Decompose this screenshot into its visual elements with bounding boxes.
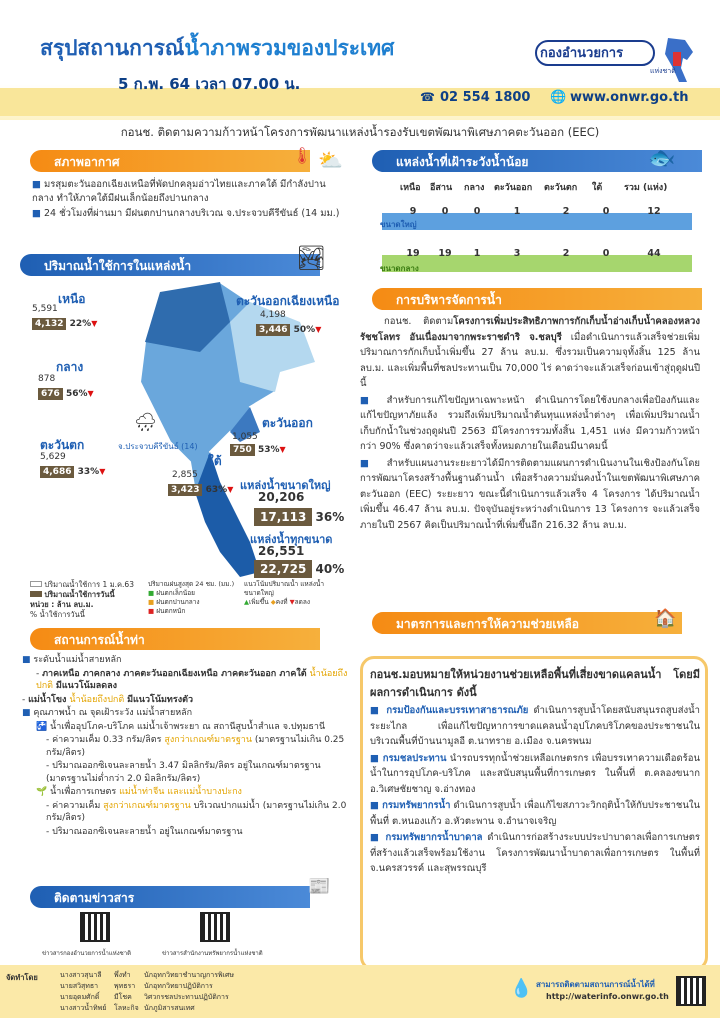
river-l3a: แม่น้ำโขง (28, 694, 67, 705)
watch-cell: 9 (409, 206, 417, 217)
assist-org: กรมทรัพยากรน้ำ (382, 800, 451, 811)
phone-number: 02 554 1800 (440, 90, 531, 105)
assist-heading: มาตรการและการให้ความช่วยเหลือ (372, 612, 682, 634)
rain-cloud-icon: 🌧 (134, 412, 157, 433)
east-total: 1,055 (232, 432, 258, 442)
logo-text: กองอำนวยการ (540, 46, 624, 61)
all-used: 22,725 (254, 560, 312, 578)
qr-code-1[interactable] (80, 912, 110, 942)
down-arrow-icon: ▼ (87, 389, 94, 398)
river-l8a: น้ำเพื่อการเกษตร (50, 787, 117, 797)
watch-columns (400, 180, 684, 194)
qr-label-1: ข่าวสารกองอำนวยการน้ำแห่งชาติ (42, 950, 132, 957)
west-used: 4,686 (40, 466, 74, 478)
down-arrow-icon: ▼ (279, 445, 286, 454)
legend-item: ปริมาณฝนสูงสุด 24 ชม. (มม.) (148, 580, 235, 588)
river-l10: ปริมาณออกซิเจนละลายน้ำ อยู่ในเกณฑ์มาตรฐาน (52, 826, 243, 837)
staff-name: นายสวิสุทธา (60, 982, 99, 990)
watch-cell: 0 (473, 206, 481, 217)
weather-p2: 24 ชั่วโมงที่ผ่านมา มีฝนตกปานกลางบริเวณ จ.ประจวบคีรีขันธ์ (14 มม.) (44, 208, 340, 219)
manage-p1b: โครงการเพิ่มประสิทธิภาพการกักเก็บน้ำอ่างเก็บน้ำคลองหลวง รัชชโลทร อันเนื่องมาจากพระราชดำริ จ.ชลบุรี (360, 316, 700, 343)
river-l2c: มีแนวโน้มลดลง (55, 681, 118, 691)
all-total: 26,551 (258, 544, 305, 558)
legend-item: คงที่ (275, 598, 288, 606)
assist-org: กรมป้องกันและบรรเทาสาธารณภัย (386, 705, 529, 716)
central-pct: 56% (65, 389, 88, 399)
watch-col: ตะวันตก (544, 183, 578, 193)
river-l9c: บริเวณปากแม่น้ำ (มาตรฐานไม่เกิน 2.0 กรัม/ลิตร) (46, 800, 347, 823)
north-pct: 22% (69, 319, 92, 329)
region-north: เหนือ (58, 292, 86, 306)
region-south: ใต้ (208, 454, 222, 468)
reservoir-heading: ปริมาณน้ำใช้การในแหล่งน้ำ (20, 254, 320, 276)
title-part-a: สรุปสถานการณ์ (40, 36, 185, 60)
staff-role: วิศวกรชลประทานปฏิบัติการ (144, 993, 229, 1001)
large-source-label: แหล่งน้ำขนาดใหญ่ (240, 479, 331, 492)
down-arrow-icon: ▼ (91, 319, 98, 328)
qr-code-2[interactable] (200, 912, 230, 942)
manage-p1a: กอนช. ติดตาม (384, 316, 454, 327)
footer-by: จัดทำโดย (6, 973, 38, 982)
manage-heading: การบริหารจัดการน้ำ (372, 288, 702, 310)
intro-line: กอนช. ติดตามความก้าวหน้าโครงการพัฒนาแหล่งน้ำรองรับเขตพัฒนาพิเศษภาคตะวันออก (EEC) (120, 125, 600, 139)
legend-left (30, 580, 134, 620)
staff-surname: มีโชค (114, 993, 132, 1001)
staff-surname: พึ่งทำ (114, 971, 131, 979)
region-central: กลาง (56, 360, 84, 374)
watch-cell: 0 (602, 206, 610, 217)
page-title (40, 32, 394, 65)
staff-role: นักอุทกวิทยาชำนาญการพิเศษ (144, 971, 235, 979)
help-icon: 🏠 (654, 608, 677, 629)
staff-name: นายอุดมศักดิ์ (60, 993, 100, 1001)
legend-item: แนวโน้มปริมาณน้ำ แหล่งน้ำขนาดใหญ่ (244, 580, 324, 597)
watch-cell: 2 (562, 248, 570, 259)
watch-cell: 2 (562, 206, 570, 217)
river-l8b: แม่น้ำท่าจีน และแม่น้ำบางปะกง (119, 787, 242, 797)
river-text: ■ ระดับน้ำแม่น้ำสายหลัก - ภาคเหนือ ภาคกลาง ภาคตะวันออกเฉียงเหนือ ภาคตะวันออก ภาคใต้ น้ำน้อยถึงปกติ มีแนวโน้มลดลง - แม่น้ำโขง น้ำน้อยถึงปกติ มีแนวโน้มทรงตัว ■ คุณภาพน้ำ ณ จุดเฝ้าระวัง แม่น้ำสายหลัก 🚰 น้ำเพื่ออุปโภค-บริโภค แม่น้ำเจ้าพระยา ณ สถานีสูบน้ำสำแล จ.ปทุมธานี - ค่าความเค็ม 0.33 กรัม/ลิตร สูงกว่าเกณฑ์มาตรฐาน (มาตรฐานไม่เกิน 0.25 กรัม/ลิตร) - ปริมาณออกซิเจนละลายน้ำ 3.47 มิลลิกรัม/ลิตร อยู่ในเกณฑ์มาตรฐาน (มาตรฐานไม่ต่ำกว่า 2.0 มิลลิกรัม/ลิตร) 🌱 น้ำเพื่อการเกษตร แม่น้ำท่าจีน และแม่น้ำบางปะกง - ค่าความเค็ม สูงกว่าเกณฑ์มาตรฐาน บริเวณปากแม่น้ำ (มาตรฐานไม่เกิน 2.0 กรัม/ลิตร) - ปริมาณออกซิเจนละลายน้ำ อยู่ในเกณฑ์มาตรฐาน (22, 655, 348, 837)
plant-icon: 🌱 (36, 787, 48, 797)
river-l7: ปริมาณออกซิเจนละลายน้ำ 3.47 มิลลิกรัม/ลิตร อยู่ในเกณฑ์มาตรฐาน (มาตรฐานไม่ต่ำกว่า 2.0 มิลลิกรัม/ลิตร) (46, 761, 321, 784)
river-l5: น้ำเพื่ออุปโภค-บริโภค แม่น้ำเจ้าพระยา ณ สถานีสูบน้ำสำแล จ.ปทุมธานี (50, 721, 326, 732)
region-east: ตะวันออก (262, 416, 313, 430)
legend-rain: ปริมาณฝนสูงสุด 24 ชม. (มม.) ■ ฝนตกเล็กน้อย ■ ฝนตกปานกลาง ■ ฝนตกหนัก (148, 580, 235, 615)
northeast-pct: 50% (293, 325, 316, 335)
assist-item-text: นำรถบรรทุกน้ำช่วยเหลือเกษตรกร เพื่อบรรเทาความเดือดร้อนน้ำในการอุปโภค-บริโภค และสนับสนุนพื้นที่การเกษตร ในพื้นที่ ต.คลองขนาก อ.วิเศษชัยชาญ จ.อ่างทอง (370, 752, 700, 795)
weather-heading: สภาพอากาศ (30, 150, 310, 172)
fish-icon: 🐟 (648, 146, 676, 171)
assist-item-text: ดำเนินการก่อสร้างระบบประปาบาดาลเพื่อการเกษตรที่สร้างแล้วเสร็จพร้อมใช้งาน โครงการพัฒนาน้ำบาดาลเพื่อการเกษตร ในพื้นที่ จ.นครสวรรค์ และสุพรรณบุรี (370, 832, 700, 874)
mountain-lake-icon: 🏞 (296, 244, 327, 272)
water-drop-icon: 💧 (510, 978, 533, 999)
legend-item: ลดลง (294, 598, 311, 606)
watch-col: ตะวันออก (494, 183, 533, 193)
all-source-label: แหล่งน้ำทุกขนาด (250, 533, 333, 546)
manage-text: กอนช. ติดตามโครงการเพิ่มประสิทธิภาพการกักเก็บน้ำอ่างเก็บน้ำคลองหลวง รัชชโลทร อันเนื่องมาจากพระราชดำริ จ.ชลบุรี เมื่อดำเนินการแล้วเสร็จช่วยเพิ่มปริมาณการกักเก็บน้ำเพิ่มขึ้น 27 ล้าน ลบ.ม. ซึ่งรวมเป็นความจุทั้งสิ้น 125 ล้าน ลบ.ม. และเพิ่มพื้นที่ชลประทานเป็น 70,000 ไร่ คาดว่าจะแล้วเสร็จก่อนเข้าสู่ฤดูฝนปีนี้ ■ สำหรับการแก้ไขปัญหาเฉพาะหน้า ดำเนินการโดยใช้งบกลางเพื่อป้องกันและแก้ไขปัญหาภัยแล้ง รวมถึงเพิ่มปริมาณน้ำต้นทุนแหล่งน้ำต่างๆ เพื่อเพิ่มปริมาณน้ำเก็บกักน้ำในช่วงฤดูฝนปี 2563 มีโครงการรวมทั้งสิ้น 1,451 แห่ง มีความก้าวหน้ากว่า 90% ซึ่งคาดว่าจะแล้วเสร็จทั้งหมดภายในเดือนมีนาคมนี้ ■ สำหรับแผนงานระยะยาวได้มีการติดตามแผนการดำเนินงานในเชิงป้องกันโดยการพัฒนาโครงสร้างพื้นฐานด้านน้ำ เพื่อสร้างความมั่นคงน้ำในเขตพัฒนาพิเศษภาคตะวันออก (EEC) ระยะยาว ขณะนี้ดำเนินการแล้วเสร็จ 4 โครงการ ได้ปริมาณน้ำเพิ่มขึ้น 46.47 ล้าน ลบ.ม. ปัจจุบันอยู่ระหว่างดำเนินการ 13 โครงการ จะแล้วเสร็จภายในปี 2567 คิดเป็นปริมาณน้ำที่เพิ่มขึ้นอีก 216.32 ล้าน ลบ.ม. (360, 316, 700, 531)
phone-icon: ☎ (420, 90, 435, 104)
down-arrow-icon: ▼ (315, 325, 322, 334)
river-l1: ระดับน้ำแม่น้ำสายหลัก (33, 655, 122, 665)
river-l2a: ภาคเหนือ ภาคกลาง ภาคตะวันออกเฉียงเหนือ ภาคตะวันออก ภาคใต้ (42, 668, 307, 679)
watch-cell: 0 (602, 248, 610, 259)
manage-p2: สำหรับการแก้ไขปัญหาเฉพาะหน้า ดำเนินการโดยใช้งบกลางเพื่อป้องกันและแก้ไขปัญหาภัยแล้ง รวมถึงเพิ่มปริมาณน้ำต้นทุนแหล่งน้ำต่างๆ เพื่อเพิ่มปริมาณน้ำเก็บกักน้ำในช่วงฤดูฝนปี 2563 มีโครงการรวมทั้งสิ้น 1,451 แห่ง มีความก้าวหน้ากว่า 90% ซึ่งคาดว่าจะแล้วเสร็จทั้งหมดภายในเดือนมีนาคมนี้ (360, 394, 700, 452)
watch-cell: 0 (441, 206, 449, 217)
assist-org: กรมชลประทาน (382, 752, 447, 764)
river-l3b: น้ำน้อยถึงปกติ (69, 694, 125, 705)
staff-role: นักอุทกวิทยาปฏิบัติการ (144, 982, 213, 990)
south-pct: 63% (205, 485, 228, 495)
cloud-sun-icon: ⛅ (318, 148, 343, 172)
west-pct: 33% (77, 467, 100, 477)
river-l2b: น้ำน้อยถึงปกติ (36, 668, 348, 691)
watch-cell: 44 (647, 248, 661, 259)
qr-label-2: ข่าวสารสำนักงานทรัพยากรน้ำแห่งชาติ (162, 950, 263, 957)
news-heading: ติดตามข่าวสาร (30, 886, 310, 908)
all-pct: 40% (315, 562, 345, 576)
staff-role: นักภูมิสารสนเทศ (144, 1004, 195, 1012)
footer-names (60, 970, 234, 1014)
watch-cell: 19 (406, 248, 420, 259)
watch-col: ใต้ (592, 183, 603, 193)
legend-item: ปริมาณน้ำใช้การ 1 ม.ค.63 (44, 580, 134, 589)
east-used: 750 (230, 444, 255, 456)
watch-cell: 3 (513, 248, 521, 259)
northeast-used: 3,446 (256, 324, 290, 336)
large-pct: 36% (315, 510, 345, 524)
watch-heading: แหล่งน้ำที่เฝ้าระวังน้ำน้อย (372, 150, 702, 172)
legend-item: เพิ่มขึ้น (249, 598, 269, 606)
watch-cell: 12 (647, 206, 661, 217)
legend-item: ปริมาณน้ำใช้การวันนี้ (44, 590, 115, 599)
logo-subtext: แห่งชาติ (650, 67, 676, 75)
down-arrow-icon: ▼ (99, 467, 106, 476)
river-l3c: มีแนวโน้มทรงตัว (127, 694, 193, 705)
footer-url[interactable]: http://waterinfo.onwr.go.th (546, 992, 669, 1001)
region-west: ตะวันตก (40, 438, 85, 452)
north-used: 4,132 (32, 318, 66, 330)
region-northeast: ตะวันออกเฉียงเหนือ (236, 294, 340, 308)
river-l4: คุณภาพน้ำ ณ จุดเฝ้าระวัง แม่น้ำสายหลัก (33, 708, 193, 718)
west-total: 5,629 (40, 452, 66, 462)
assist-text: กอนช.มอบหมายให้หน่วยงานช่วยเหลือพื้นที่เสี่ยงขาดแคลนน้ำ โดยมีผลการดำเนินการ ดังนี้ ■ กรมป้องกันและบรรเทาสาธารณภัย ดำเนินการสูบน้ำโดยสนับสนุนรถสูบส่งน้ำระยะไกล เพื่อแก้ไขปัญหาการขาดแคลนน้ำอุปโภคบริโภคของประชาชนในบริเวณพื้นที่บ้านนามูลอี ต.นาทราย อ.เมือง จ.นครพนม ■ กรมชลประทาน นำรถบรรทุกน้ำช่วยเหลือเกษตรกร เพื่อบรรเทาความเดือดร้อนน้ำในการอุปโภค-บริโภค และสนับสนุนพื้นที่การเกษตร ในพื้นที่ ต.คลองขนาก อ.วิเศษชัยชาญ จ.อ่างทอง ■ กรมทรัพยากรน้ำ ดำเนินการสูบน้ำ เพื่อแก้ไขสภาวะวิกฤติน้ำให้กับประชาชนในพื้นที่ ต.หนองแก้ว อ.หัวตะพาน จ.อำนาจเจริญ ■ กรมทรัพยากรน้ำบาดาล ดำเนินการก่อสร้างระบบประปาบาดาลเพื่อการเกษตรที่สร้างแล้วเสร็จพร้อมใช้งาน โครงการพัฒนาน้ำบาดาลเพื่อการเกษตร ในพื้นที่ จ.นครสวรรค์ และสุพรรณบุรี (370, 668, 700, 874)
watch-col: อีสาน (430, 183, 453, 193)
south-total: 2,855 (172, 470, 198, 480)
river-l6c: (มาตรฐานไม่เกิน 0.25 กรัม/ลิตร) (46, 735, 345, 758)
mid-watch-values (400, 248, 684, 259)
weather-text: ■ มรสุมตะวันออกเฉียงเหนือที่พัดปกคลุมอ่าวไทยและภาคใต้ มีกำลังปานกลาง ทำให้ภาคใต้มีฝนเล็กน้อยถึงปานกลาง ■ 24 ชั่วโมงที่ผ่านมา มีฝนตกปานกลางบริเวณ จ.ประจวบคีรีขันธ์ (14 มม.) (32, 179, 340, 219)
legend-item: % น้ำใช้การวันนี้ (30, 610, 85, 619)
rain-label: จ.ประจวบคีรีขันธ์ (14) (118, 442, 198, 451)
thailand-logo-icon (653, 34, 703, 86)
east-pct: 53% (257, 445, 280, 455)
down-arrow-icon: ▼ (227, 485, 234, 494)
watch-cell: 19 (438, 248, 452, 259)
legend-item: ฝนตกเล็กน้อย (156, 589, 195, 597)
watch-cell: 1 (513, 206, 521, 217)
staff-surname: พุทธรา (114, 982, 136, 990)
website-link[interactable]: www.onwr.go.th (570, 90, 689, 105)
river-l9b: สูงกว่าเกณฑ์มาตรฐาน (103, 800, 191, 811)
newspaper-icon: 📰 (308, 876, 331, 897)
mid-watch-label: ขนาดกลาง (380, 264, 419, 273)
legend-item: หน่วย : ล้าน ลบ.ม. (30, 600, 94, 609)
assist-lead: กอนช.มอบหมายให้หน่วยงานช่วยเหลือพื้นที่เสี่ยงขาดแคลนน้ำ โดยมีผลการดำเนินการ ดังนี้ (370, 668, 700, 699)
assist-org: กรมทรัพยากรน้ำบาดาล (385, 832, 483, 843)
title-part-b: น้ำภาพรวมของประเทศ (184, 36, 395, 60)
thermometer-icon: 🌡 (292, 146, 313, 165)
globe-icon: 🌐 (550, 90, 567, 105)
faucet-icon: 🚰 (36, 721, 48, 732)
legend-item: ฝนตกหนัก (156, 607, 186, 615)
central-total: 878 (38, 374, 56, 384)
assist-item-text: ดำเนินการสูบน้ำโดยสนับสนุนรถสูบส่งน้ำระยะไกล เพื่อแก้ไขปัญหาการขาดแคลนน้ำอุปโภคบริโภคของประชาชนในบริเวณพื้นที่บ้านนามูลอี ต.นาทราย อ.เมือง จ.นครพนม (370, 705, 700, 747)
river-l9a: ค่าความเค็ม (52, 800, 101, 811)
watch-col: กลาง (464, 183, 485, 193)
watch-col: เหนือ (400, 183, 421, 193)
watch-col: รวม (แห่ง) (624, 183, 668, 193)
large-total: 20,206 (258, 490, 305, 504)
assist-item-text: ดำเนินการสูบน้ำ เพื่อแก้ไขสภาวะวิกฤติน้ำให้กับประชาชนในพื้นที่ ต.หนองแก้ว อ.หัวตะพาน จ.อำนาจเจริญ (370, 800, 700, 827)
staff-name: นางสาวสุนาลี (60, 971, 102, 979)
footer-qr-code[interactable] (676, 976, 706, 1006)
manage-p3: สำหรับแผนงานระยะยาวได้มีการติดตามแผนการดำเนินงานในเชิงป้องกันโดยการพัฒนาโครงสร้างพื้นฐานด้านน้ำ เพื่อสร้างความมั่นคงน้ำในเขตพัฒนาพิเศษภาคตะวันออก (EEC) ระยะยาว ขณะนี้ดำเนินการแล้วเสร็จ 4 โครงการ ได้ปริมาณน้ำเพิ่มขึ้น 46.47 ล้าน ลบ.ม. ปัจจุบันอยู่ระหว่างดำเนินการ 13 โครงการ จะแล้วเสร็จภายในปี 2567 คิดเป็นปริมาณน้ำที่เพิ่มขึ้นอีก 216.32 ล้าน ลบ.ม. (360, 457, 700, 531)
watch-cell: 1 (473, 248, 481, 259)
north-total: 5,591 (32, 304, 58, 314)
river-l6a: ค่าความเค็ม 0.33 กรัม/ลิตร (52, 735, 162, 745)
date-subtitle: 5 ก.พ. 64 เวลา 07.00 น. (118, 75, 301, 93)
large-watch-values (400, 206, 684, 217)
river-l6b: สูงกว่าเกณฑ์มาตรฐาน (164, 735, 252, 745)
staff-surname: โลหะกิจ (114, 1004, 139, 1012)
river-heading: สถานการณ์น้ำท่า (30, 628, 320, 650)
large-used: 17,113 (254, 508, 312, 526)
large-watch-label: ขนาดใหญ่ (380, 220, 417, 229)
northeast-total: 4,198 (260, 310, 286, 320)
central-used: 676 (38, 388, 63, 400)
legend-item: ฝนตกปานกลาง (156, 598, 200, 606)
weather-p1: มรสุมตะวันออกเฉียงเหนือที่พัดปกคลุมอ่าวไทยและภาคใต้ มีกำลังปานกลาง ทำให้ภาคใต้มีฝนเล็กน้อยถึงปานกลาง (32, 179, 326, 204)
footer-cta: สามารถติดตามสถานการณ์น้ำได้ที่ (536, 980, 655, 989)
staff-name: นางสาวน้ำทิพย์ (60, 1004, 107, 1012)
south-used: 3,423 (168, 484, 202, 496)
legend-trend: แนวโน้มปริมาณน้ำ แหล่งน้ำขนาดใหญ่ ▲เพิ่มขึ้น ◆คงที่ ▼ลดลง (244, 580, 324, 606)
manage-p1c: เมื่อดำเนินการแล้วเสร็จช่วยเพิ่มปริมาณการกักเก็บน้ำเพิ่มขึ้น 27 ล้าน ลบ.ม. ซึ่งรวมเป็นความจุทั้งสิ้น 125 ล้าน ลบ.ม. และเพิ่มพื้นที่ชลประทานเป็น 70,000 ไร่ คาดว่าจะแล้วเสร็จก่อนเข้าสู่ฤดูฝนปีนี้ (360, 331, 700, 389)
map-south (195, 452, 260, 577)
